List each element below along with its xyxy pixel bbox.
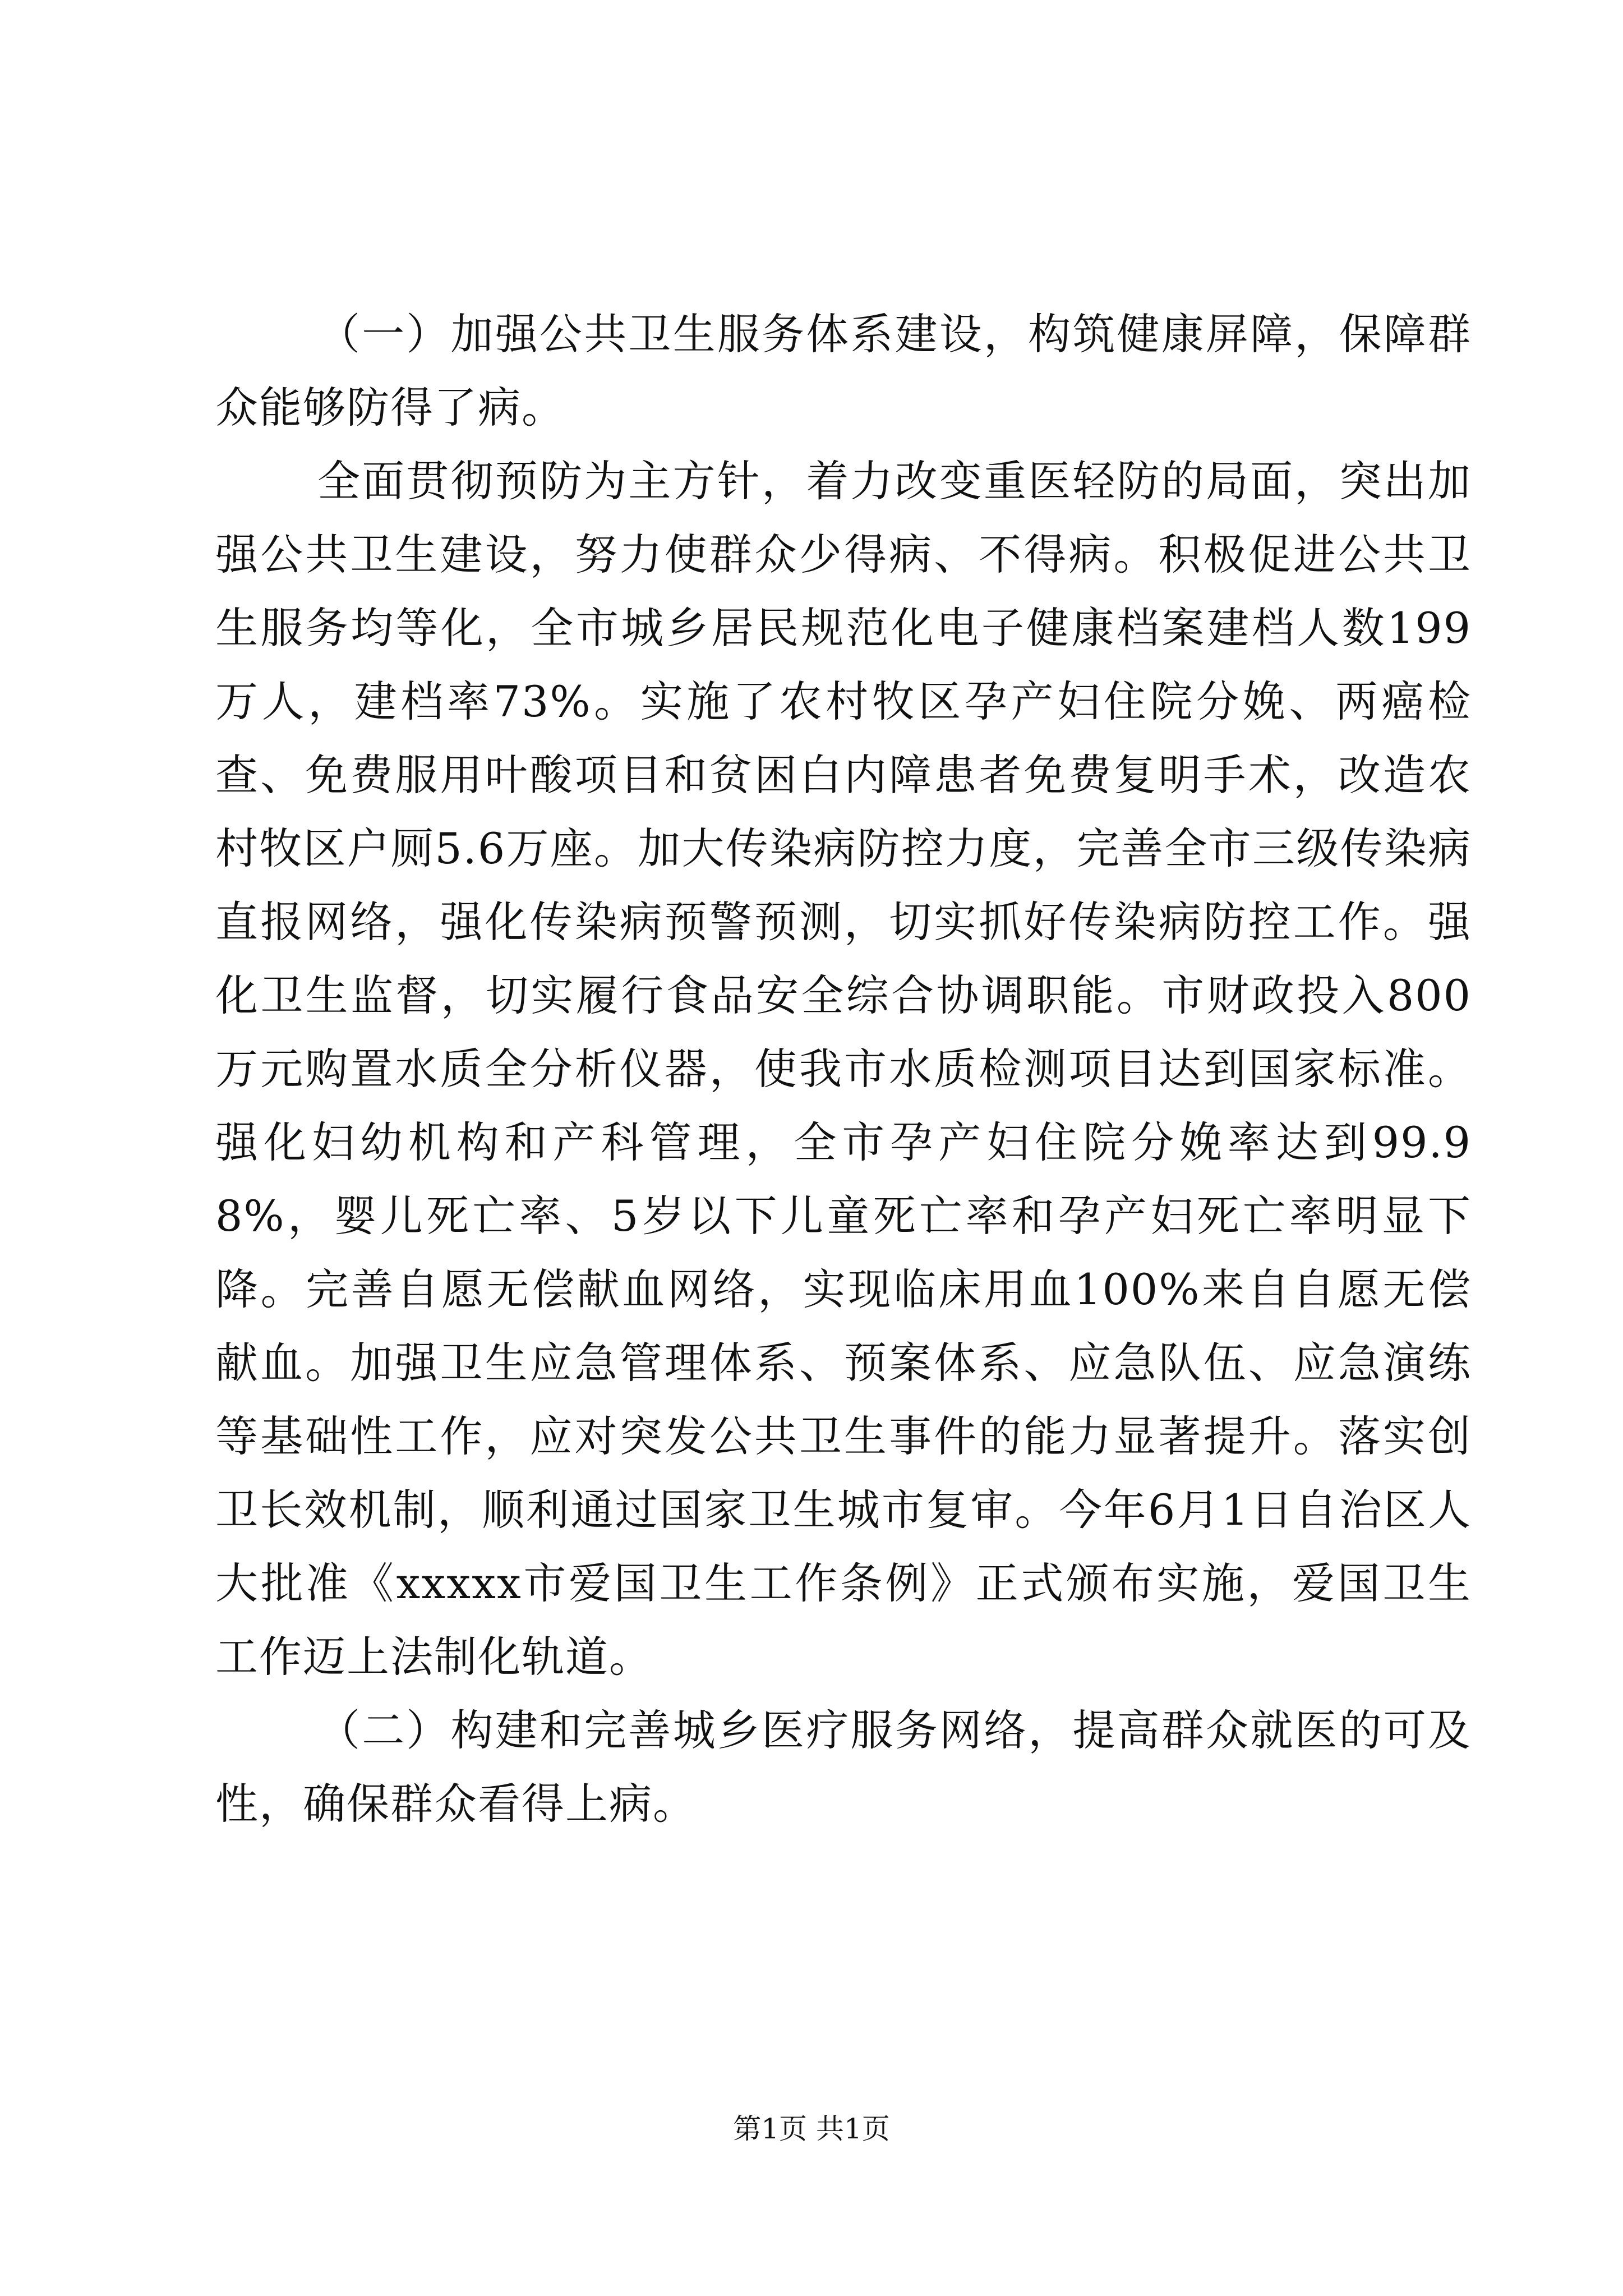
section-heading-1: （一）加强公共卫生服务体系建设，构筑健康屏障，保障群众能够防得了病。 — [215, 309, 1472, 432]
section-heading-2: （二）构建和完善城乡医疗服务网络，提高群众就医的可及性，确保群众看得上病。 — [215, 1705, 1472, 1829]
body-paragraph: 全面贯彻预防为主方针，着力改变重医轻防的局面，突出加强公共卫生建设，努力使群众少得病、不得病。积极促进公共卫生服务均等化，全市城乡居民规范化电子健康档案建档人数199万人，建档率73%。实施了农村牧区孕产妇住院分娩、两癌检查、免费服用叶酸项目和贫困白内障患者免费复明手术，改造农村牧区户厕5.6万座。加大传染病防控力度，完善全市三级传染病直报网络，强化传染病预警预测，切实抓好传染病防控工作。强化卫生监督，切实履行食品安全综合协调职能。市财政投入800万元购置水质全分析仪器，使我市水质检测项目达到国家标准。强化妇幼机构和产科管理，全市孕产妇住院分娩率达到99.98%，婴儿死亡率、5岁以下儿童死亡率和孕产妇死亡率明显下降。完善自愿无偿献血网络，实现临床用血100%来自自愿无偿献血。加强卫生应急管理体系、预案体系、应急队伍、应急演练等基础性工作，应对突发公共卫生事件的能力显著提升。落实创卫长效机制，顺利通过国家卫生城市复审。今年6月1日自治区人大批准《xxxxx市爱国卫生工作条例》正式颁布实施，爱国卫生工作迈上法制化轨道。 — [215, 456, 1472, 1682]
document-body — [215, 297, 1472, 1841]
page-number-footer: 第1页 共1页 — [733, 2113, 890, 2145]
